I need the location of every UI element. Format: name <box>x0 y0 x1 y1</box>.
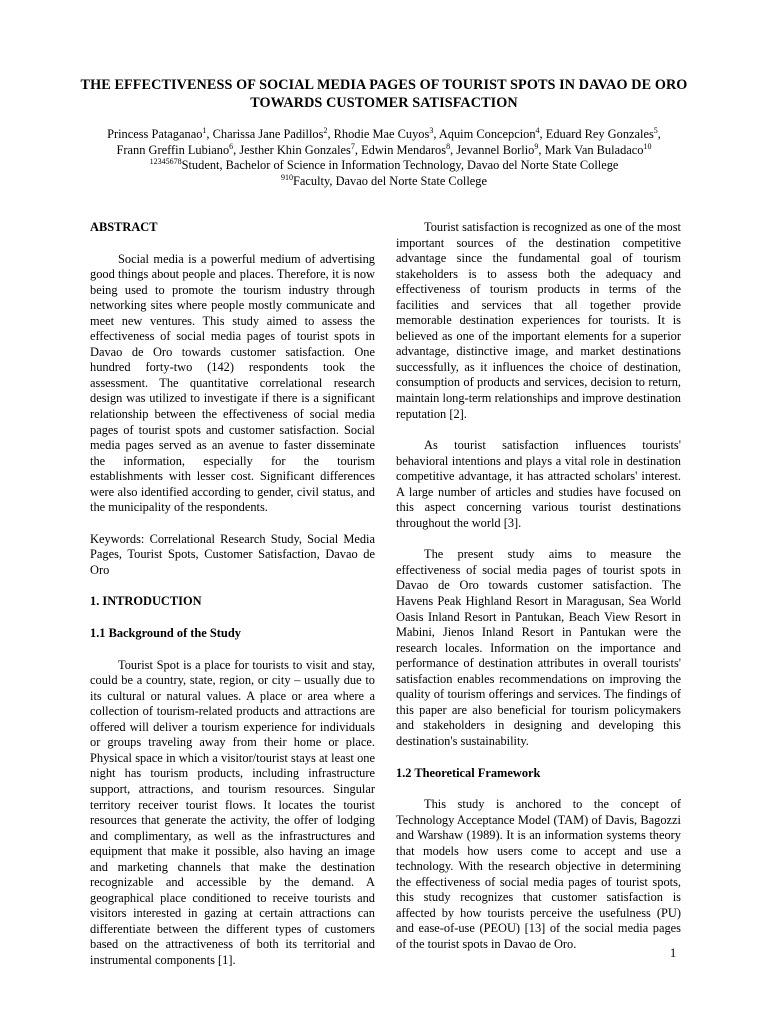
affiliation-faculty: $^{910}$Faculty, Davao del Norte State College <box>281 172 487 188</box>
author: Princess Pataganao$^1$, <box>107 125 213 141</box>
author-line-2 <box>50 143 718 159</box>
paper-title: THE EFFECTIVENESS OF SOCIAL MEDIA PAGES OF TOURIST SPOTS IN DAVAO DE ORO TOWARDS CUSTOMER SATISFACTION <box>80 77 688 111</box>
author-line-1 <box>50 127 718 143</box>
section-heading-introduction: 1. INTRODUCTION <box>90 594 202 609</box>
paragraph-present-study: The present study aims to measure the effectiveness of social media pages of tourist spots in Davao de Oro towards customer satisfaction. The Havens Peak Highland Resort in Maragusan, Sea World Oasis Inland Resort in Pantukan, Beach View Resort in Mabini, Jienos Inland Resort in Pantukan were the research locales. Information on the importance and performance of destination attributes in overall tourists' satisfaction enables recommendations on improving the quality of tourism offerings and services. The findings of this paper are also beneficial for tourism policymakers and stakeholders in designing and developing this destination's sustainability. <box>396 547 681 748</box>
page-number: 1 <box>670 946 677 960</box>
author: Rhodie Mae Cuyos$^3$, <box>333 125 439 141</box>
author: Frann Greffin Lubiano$^6$, <box>116 141 240 157</box>
paragraph-behavioral-intentions: As tourist satisfaction influences tourists' behavioral intentions and plays a vital role in destination competitive advantage, it has attracted scholars' interest. A large number of articles and studies have focused on this aspect concerning various tourist destinations throughout the world [3]. <box>396 438 681 530</box>
paragraph-background: Tourist Spot is a place for tourists to visit and stay, could be a country, state, region, or city – usually due to its cultural or natural values. A place or area where a collection of tourism-related products and attractions are offered will deliver a tourism experience for individuals or groups traveling away from their home or place. Physical space in which a visitor/tourist stays at least one night has tourism products, including infrastructure support, attractions, and tourism resources. Singular territory receiver tourist flows. It locates the tourist resources that generate the activity, the offer of lodging and complimentary, as well as the infrastructures and equipment that make it possible, also having an image and marketing channels that make the destination recognizable and accessible by the demand. A geographical place conditioned to receive tourists and visitors interested in gazing at certain attractions can differentiate between the different types of customers based on the attractiveness of both its territorial and instrumental components [1]. <box>90 657 375 967</box>
abstract-heading: ABSTRACT <box>90 220 158 234</box>
affiliation-students: $^{12345678}$Student, Bachelor of Science in Information Technology, Davao del Norte State College <box>149 156 619 172</box>
author: Charissa Jane Padillos$^2$, <box>212 125 334 141</box>
paragraph-tourist-satisfaction: Tourist satisfaction is recognized as one of the most important sources of the destination competitive advantage since the fundamental goal of tourism stakeholders is to assess both the adequacy and effectiveness of tourism products in terms of the facilities and services that all together provide memorable destination experiences for tourists. It is believed as one of the important elements for a superior advantage, distinctive image, and market destinations successfully, as it influences the choice of destination, consumption of products and services, decision to return, maintain long-term relationships and improve destination reputation [2]. <box>396 220 681 421</box>
paragraph-theoretical-framework: This study is anchored to the concept of Technology Acceptance Model (TAM) of Davis, Bagozzi and Warshaw (1989). It is an information systems theory that models how users come to accept and use a technology. With the research objective in determining the effectiveness of social media pages of tourist spots, this study recognizes that customer satisfaction is affected by how tourists perceive the usefulness (PU) and ease-of-use (PEOU) [13] of the social media pages of the tourist spots in Davao de Oro. <box>396 797 681 951</box>
author-block <box>50 127 718 189</box>
subsection-heading-theoretical-framework: 1.2 Theoretical Framework <box>396 765 541 780</box>
author: Jesther Khin Gonzales$^7$, <box>239 141 362 157</box>
author: Aquim Concepcion$^4$, <box>438 125 546 141</box>
author: Mark Van Buladaco$^{10}$ <box>544 141 652 157</box>
right-column <box>396 220 681 953</box>
abstract-text: Social media is a powerful medium of advertising good things about people and places. Therefore, it is now being used to promote the tourism industry through networking sites where people mostly communicate and meet new ventures. This study aimed to assess the effectiveness of social media pages of tourist spots in Davao de Oro towards customer satisfaction. One hundred forty-two (142) respondents took the assessment. The quantitative correlational research design was utilized to investigate if there is a significant relationship between the effectiveness of social media pages of tourist spots and customer satisfaction. Social media pages served as an avenue to faster disseminate the information, especially for the tourism establishments with lesser cost. Significant differences were also identified according to gender, civil status, and the municipality of the respondents. <box>90 251 375 515</box>
keywords: Keywords: Correlational Research Study, Social Media Pages, Tourist Spots, Customer Satisfaction, Davao de Oro <box>90 531 375 577</box>
author: Jevannel Borlio$^9$, <box>456 141 545 157</box>
author: Eduard Rey Gonzales$^5$, <box>545 125 661 141</box>
author: Edwin Mendaros$^8$, <box>361 141 457 157</box>
subsection-heading-background: 1.1 Background of the Study <box>90 626 241 641</box>
left-column <box>90 220 375 969</box>
